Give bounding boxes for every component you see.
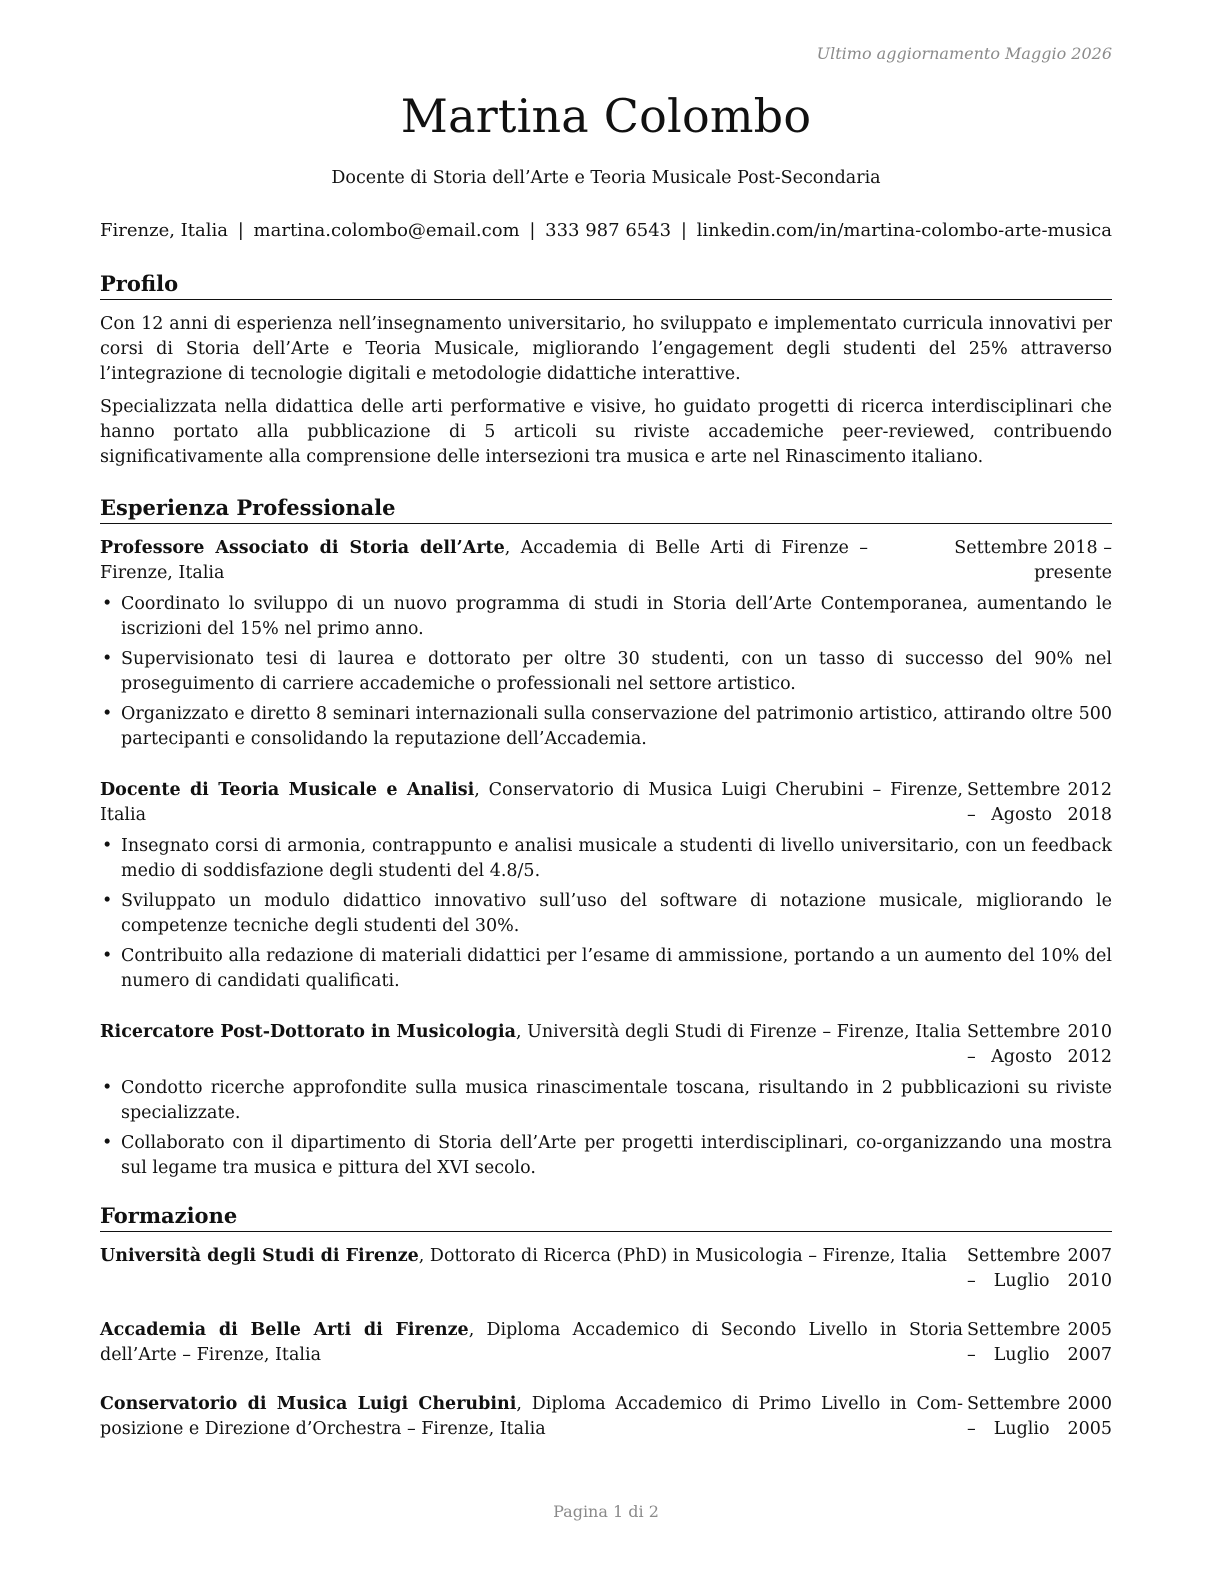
experience-entry [100,778,1112,994]
education-entry [100,1392,1112,1442]
education-entry [100,1318,1112,1368]
education-section [100,1202,1112,1442]
contact-email[interactable]: martina.colombo@email.com [253,220,520,241]
experience-organization: , Università degli Studi di Firenze – Firenze, Italia [515,1022,962,1042]
contact-separator: | [237,220,244,241]
experience-role: Ricercatore Post-Dottorato in Musicologia [100,1022,516,1042]
experience-bullets [100,1076,1112,1181]
experience-bullet: • Sviluppato un modulo didattico innovativo sull’uso del software di notazione musicale, migliorando le competenze tecniche degli studenti del 30%. [100,889,1112,939]
contact-line [100,220,1112,241]
section-title-experience: Esperienza Professionale [100,494,1112,524]
candidate-headline: Docente di Storia dell’Arte e Teoria Musicale Post-Secondaria [331,168,881,188]
experience-bullet: • Collaborato con il dipartimento di Storia dell’Arte per progetti interdisciplinari, co-organizzando una mostra sul legame tra musica e pittura del XVI secolo. [100,1131,1112,1181]
candidate-name: Martina Colombo [400,89,812,143]
experience-bullet: • Organizzato e diretto 8 seminari internazionali sulla conservazione del patrimonio artistico, attirando oltre 500 partecipanti e consolidando la reputazione dell’Accademia. [100,702,1112,752]
education-degree: , Diploma Accademico di Secondo Livello in Storia dell’Arte – Firenze, Italia [100,1320,963,1365]
education-degree: , Diploma Accademico di Primo Livello in Composizione e Direzione d’Orchestra – Firenze, Italia [100,1394,963,1439]
education-entry [100,1244,1112,1294]
experience-section [100,494,1112,1181]
section-title-profile: Profilo [100,270,1112,300]
experience-organization: , Accademia di Belle Arti di Firenze – Firenze, Italia [100,538,868,583]
education-degree: , Dottorato di Ricerca (PhD) in Musicologia – Firenze, Italia [418,1246,947,1266]
experience-bullets [100,834,1112,994]
experience-bullet: • Condotto ricerche approfondite sulla musica rinascimentale toscana, risultando in 2 pubblicazioni su riviste specializzate. [100,1076,1112,1126]
page-number: Pagina 1 di 2 [553,1502,659,1521]
section-title-education: Formazione [100,1202,1112,1232]
resume-page [100,0,1112,1584]
profile-paragraph: Specializzata nella didattica delle arti performative e visive, ho guidato progetti di ricerca interdisciplinari che hanno portato alla pubblicazione di 5 articoli su riviste accademiche peer-reviewed, contribuendo significativamente alla comprensione delle intersezioni tra musica e arte nel Rinascimento italiano. [100,397,1112,467]
experience-bullets [100,592,1112,752]
experience-bullet: • Coordinato lo sviluppo di un nuovo programma di studi in Storia dell’Arte Contemporanea, aumentando le iscrizioni del 15% nel primo anno. [100,592,1112,642]
experience-entry [100,1020,1112,1181]
experience-bullet: • Insegnato corsi di armonia, contrappunto e analisi musicale a studenti di livello universitario, con un feedback medio di soddisfazione degli studenti del 4.8/5. [100,834,1112,884]
experience-entry [100,536,1112,752]
education-dates: Settembre 2005 – Luglio 2007 [967,1320,1112,1365]
education-dates: Settembre 2000 – Luglio 2005 [967,1394,1112,1439]
experience-dates: Settembre 2010 – Agosto 2012 [967,1022,1112,1067]
profile-section [100,270,1112,470]
education-school: Accademia di Belle Arti di Firenze [100,1320,469,1340]
education-school: Conservatorio di Musica Luigi Cherubini [100,1394,517,1414]
experience-dates: Settembre 2018 – presente [954,538,1112,583]
experience-dates: Settembre 2012 – Agosto 2018 [967,780,1112,825]
experience-role: Docente di Teoria Musicale e Analisi [100,780,475,800]
profile-paragraph: Con 12 anni di esperienza nell’insegnamento universitario, ho sviluppato e implementato curricula innovativi per corsi di Storia dell’Arte e Teoria Musicale, migliorando l’engagement degli studenti del 25% attraverso l’integrazione di tecnologie digitali e metodologie didattiche interattive. [100,314,1112,384]
experience-bullet: • Contribuito alla redazione di materiali didattici per l’esame di ammissione, portando a un aumento del 10% del numero di candidati qualificati. [100,944,1112,994]
contact-separator: | [680,220,687,241]
contact-phone: 333 987 6543 [545,220,672,241]
contact-location: Firenze, Italia [100,220,228,241]
contact-linkedin[interactable]: linkedin.com/in/martina-colombo-arte-musica [696,220,1112,241]
education-school: Università degli Studi di Firenze [100,1246,419,1266]
last-updated: Ultimo aggiornamento Maggio 2026 [816,44,1112,63]
experience-organization: , Conservatorio di Musica Luigi Cherubini – Firenze, Italia [100,780,963,825]
contact-separator: | [529,220,536,241]
experience-bullet: • Supervisionato tesi di laurea e dottorato per oltre 30 studenti, con un tasso di successo del 90% nel proseguimento di carriere accademiche o professionali nel settore artistico. [100,647,1112,697]
education-dates: Settembre 2007 – Luglio 2010 [967,1246,1112,1291]
resume-body [100,270,1112,1442]
experience-role: Professore Associato di Storia dell’Arte [100,538,505,558]
